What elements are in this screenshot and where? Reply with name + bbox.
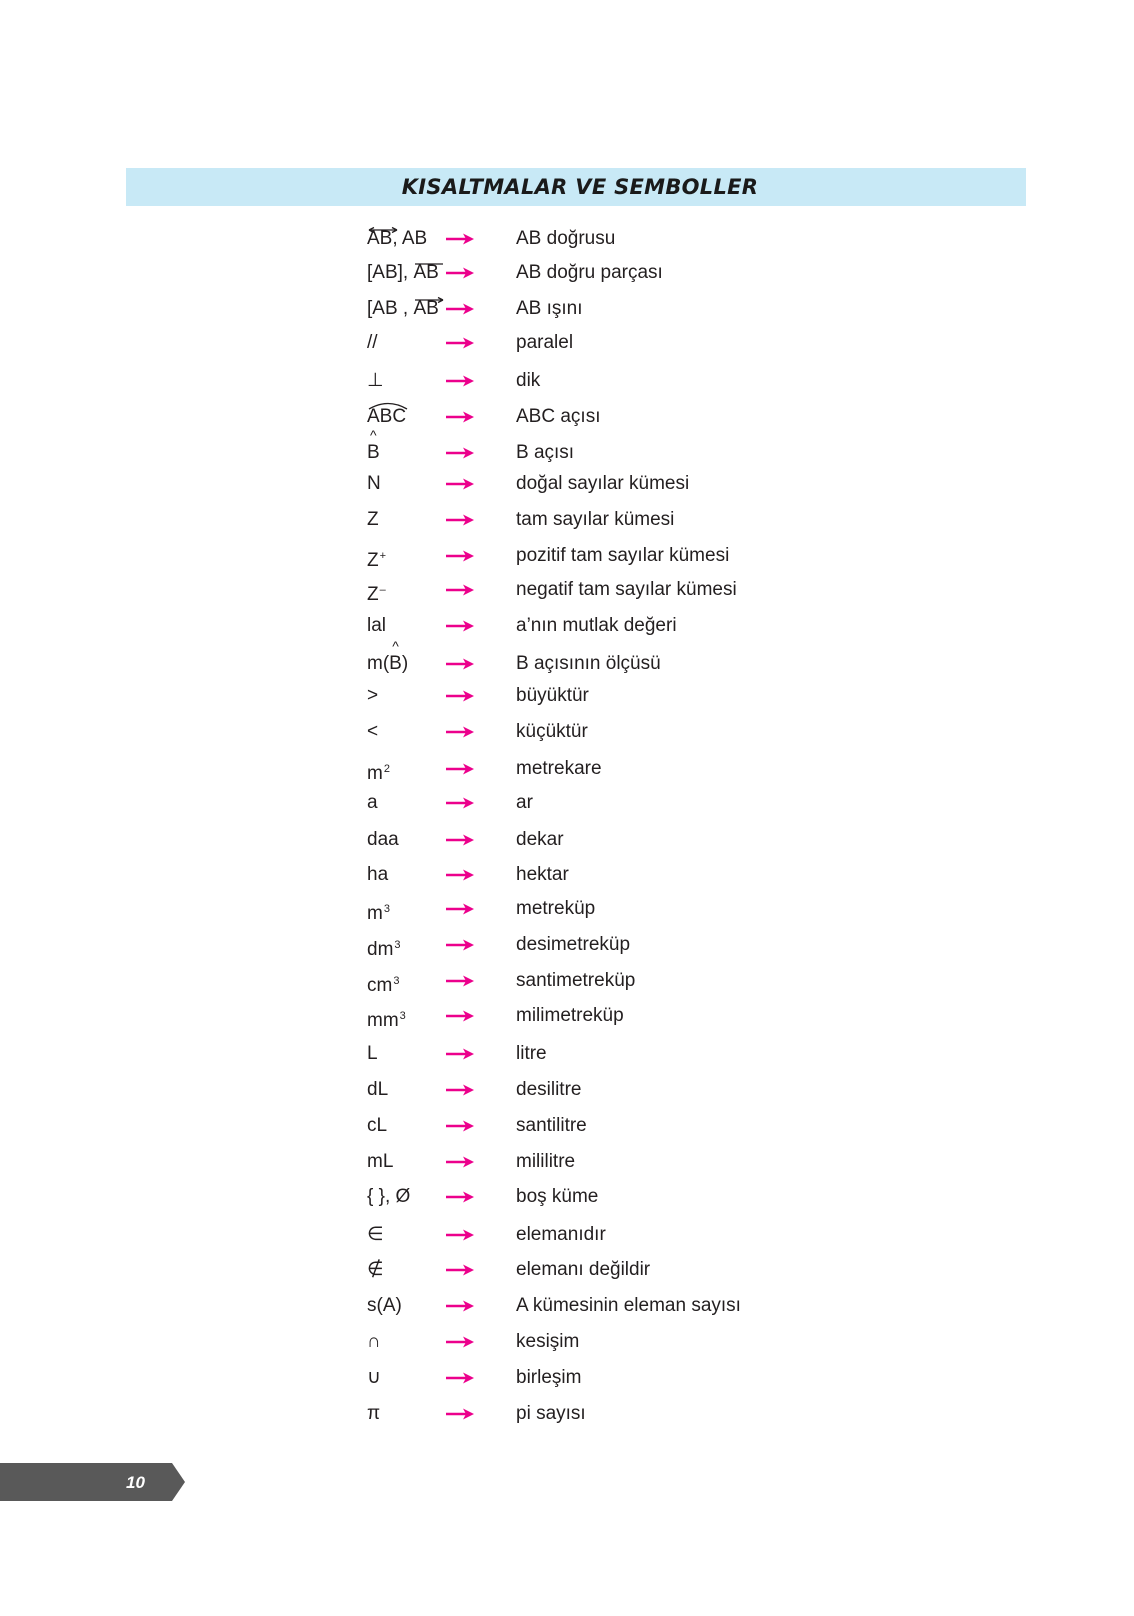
arrow-icon [446, 1228, 474, 1242]
list-item [0, 1075, 1134, 1105]
arrow-icon [446, 302, 474, 316]
symbol-text: ∈ [367, 1224, 384, 1245]
title-banner [126, 168, 1026, 206]
arrow-icon [446, 833, 474, 847]
page-number: 10 [126, 1473, 145, 1492]
list-item [0, 427, 1134, 468]
list-item [0, 894, 1134, 924]
arrow-icon [446, 549, 474, 563]
symbol-text: Z+ [367, 550, 387, 571]
list-item [0, 1255, 1134, 1285]
symbol-text: > [367, 685, 379, 706]
page-number-tab [0, 1463, 185, 1501]
symbol-text: Z [367, 509, 379, 530]
arrow-icon [446, 1009, 474, 1023]
symbol-text: ha [367, 864, 389, 885]
symbol-text: cL [367, 1115, 388, 1136]
arrow-icon [446, 1371, 474, 1385]
symbol-text: { }, Ø [367, 1186, 411, 1207]
meaning-text: milimetreküp [516, 1005, 624, 1026]
list-item [0, 860, 1134, 890]
meaning-text: dekar [516, 829, 564, 850]
arrow-icon [446, 410, 474, 424]
symbol-ray: [AB , AB [367, 294, 439, 324]
meaning-text: B açısının ölçüsü [516, 653, 661, 674]
list-item [0, 1327, 1134, 1357]
arrow-icon [446, 374, 474, 388]
list-item [0, 966, 1134, 996]
meaning-text: desimetreküp [516, 934, 631, 955]
list-item [0, 611, 1134, 641]
arrow-icon [446, 902, 474, 916]
arrow-icon [446, 796, 474, 810]
arrow-icon [446, 266, 474, 280]
meaning-text: litre [516, 1043, 547, 1064]
arrow-icon [446, 446, 474, 460]
meaning-text: metreküp [516, 898, 596, 919]
arrow-icon [446, 1407, 474, 1421]
list-item [0, 224, 1134, 254]
symbol-text: ⊥ [367, 370, 384, 391]
arrow-icon [446, 1155, 474, 1169]
symbol-text: lal [367, 615, 387, 636]
arrow-icon [446, 1083, 474, 1097]
arrow-icon [446, 938, 474, 952]
meaning-text: santimetreküp [516, 970, 636, 991]
list-item [0, 575, 1134, 605]
symbol-text: daa [367, 829, 399, 850]
symbol-text: < [367, 721, 379, 742]
meaning-text: boş küme [516, 1186, 599, 1207]
arrow-icon [446, 336, 474, 350]
symbol-text: π [367, 1403, 381, 1424]
list-item [0, 366, 1134, 396]
list-item [0, 1291, 1134, 1321]
arrow-icon [446, 868, 474, 882]
meaning-text: AB doğru parçası [516, 262, 663, 283]
arrow-icon [446, 1335, 474, 1349]
meaning-text: A kümesinin eleman sayısı [516, 1295, 741, 1316]
symbol-text: Z– [367, 584, 386, 605]
meaning-text: tam sayılar kümesi [516, 509, 675, 530]
symbol-segment: [AB], AB [367, 262, 439, 283]
meaning-text: doğal sayılar kümesi [516, 473, 690, 494]
arrow-icon [446, 619, 474, 633]
list-item [0, 469, 1134, 499]
arrow-icon [446, 689, 474, 703]
list-item [0, 754, 1134, 784]
list-item [0, 541, 1134, 571]
arrow-icon [446, 513, 474, 527]
meaning-text: metrekare [516, 758, 602, 779]
meaning-text: küçüktür [516, 721, 588, 742]
arrow-icon [446, 1119, 474, 1133]
meaning-text: paralel [516, 332, 574, 353]
arrow-icon [446, 762, 474, 776]
meaning-text: kesişim [516, 1331, 580, 1352]
list-item [0, 930, 1134, 960]
meaning-text: B açısı [516, 442, 575, 463]
arrow-icon [446, 725, 474, 739]
list-item [0, 1147, 1134, 1177]
meaning-text: ar [516, 792, 533, 813]
symbol-text: ∩ [367, 1331, 381, 1352]
symbol-text: N [367, 473, 381, 494]
arrow-icon [446, 1047, 474, 1061]
list-item [0, 258, 1134, 288]
list-item [0, 1001, 1134, 1031]
list-item [0, 402, 1134, 432]
symbol-text: L [367, 1043, 378, 1064]
symbol-angle-b: ^ B [367, 427, 380, 463]
list-item [0, 1039, 1134, 1069]
meaning-text: ABC açısı [516, 406, 601, 427]
meaning-text: AB doğrusu [516, 228, 616, 249]
symbol-text: $cm^3$ [367, 975, 400, 996]
list-item [0, 1399, 1134, 1429]
meaning-text: hektar [516, 864, 569, 885]
page-title: KISALTMALAR VE SEMBOLLER [401, 175, 759, 199]
meaning-text: santilitre [516, 1115, 587, 1136]
meaning-text: elemanıdır [516, 1224, 606, 1245]
symbol-text: $m^3$ [367, 903, 390, 924]
symbol-text: s(A) [367, 1295, 402, 1316]
meaning-text: büyüktür [516, 685, 589, 706]
meaning-text: AB ışını [516, 298, 583, 319]
meaning-text: pozitif tam sayılar kümesi [516, 545, 730, 566]
arrow-icon [446, 477, 474, 491]
list-item [0, 717, 1134, 747]
list-item [0, 1220, 1134, 1250]
list-item [0, 825, 1134, 855]
symbol-line: AB, AB [367, 228, 428, 249]
arrow-icon [446, 1299, 474, 1313]
meaning-text: desilitre [516, 1079, 582, 1100]
meaning-text: birleşim [516, 1367, 582, 1388]
list-item [0, 1182, 1134, 1212]
symbol-text: // [367, 332, 378, 353]
symbol-text: $m^2$ [367, 763, 390, 784]
meaning-text: dik [516, 370, 541, 391]
symbol-angle-abc: ABC [367, 402, 406, 432]
arrow-icon [446, 1190, 474, 1204]
arrow-icon [446, 974, 474, 988]
meaning-text: pi sayısı [516, 1403, 586, 1424]
list-item [0, 681, 1134, 711]
symbol-text: ∪ [367, 1367, 381, 1388]
list-item [0, 638, 1134, 679]
meaning-text: negatif tam sayılar kümesi [516, 579, 737, 600]
symbol-text: mL [367, 1151, 394, 1172]
meaning-text: elemanı değildir [516, 1259, 651, 1280]
list-item [0, 1363, 1134, 1393]
arrow-icon [446, 1263, 474, 1277]
list-item [0, 788, 1134, 818]
meaning-text: a’nın mutlak değeri [516, 615, 677, 636]
arrow-icon [446, 583, 474, 597]
symbol-text: ∉ [367, 1259, 384, 1280]
symbol-text: $dm^3$ [367, 939, 401, 960]
arrow-icon [446, 232, 474, 246]
symbol-text: $mm^3$ [367, 1010, 406, 1031]
list-item [0, 1111, 1134, 1141]
list-item [0, 505, 1134, 535]
symbol-angle-measure: m( ^ B) [367, 638, 409, 674]
symbol-text: dL [367, 1079, 389, 1100]
list-item [0, 294, 1134, 324]
meaning-text: mililitre [516, 1151, 576, 1172]
symbol-text: a [367, 792, 378, 813]
list-item [0, 328, 1134, 358]
arrow-icon [446, 657, 474, 671]
